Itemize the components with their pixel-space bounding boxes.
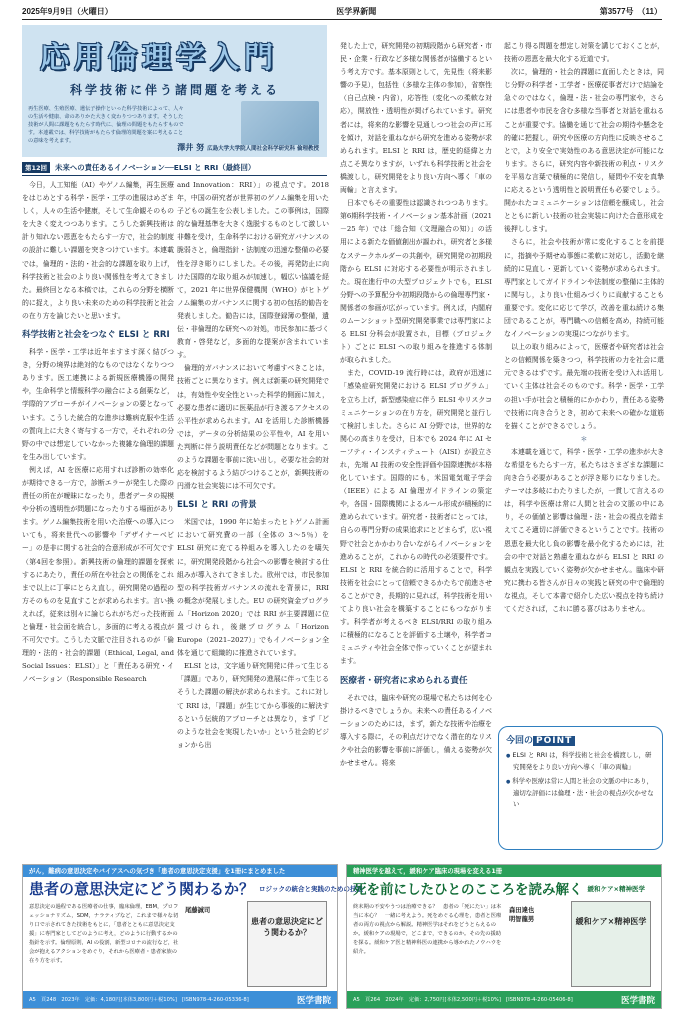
ad-description: 終末期の不安やうつは治療できる？ 患者の「死にたい」は本当に本心？ 一緒に考えよう。死をめぐる心理を，患者と医療者の両方の視点から解説。精神医学はそれをどうとらえるのか。緩和ケアの現場で，どこまで，できるのか。その先の援助を探る。緩和ケア医と精神科医の連携から導かれたノウハウを紹介。	[353, 904, 502, 955]
banner-photo	[241, 101, 319, 145]
paragraph: また，COVID-19 流行時には，政府が迅速に「感染症研究開発における ELSI プログラム」を立ち上げ，新型感染症に伴う ELSI やリスクコミュニケーションの在り方を，研究開発と並行して検討しました。さらに AI 分野では，世界的な関心の高まりを受け，日本でも 2024 年に AI セーフティ・インスティテュート（AISI）が設立され，先端 AI 技術の安全性評価や国際連携が本格化しています。国際的にも，米国電気電子学会（IEEE）による AI 倫理ガイドラインの策定や，各国・国際機関によるルール形成が積極的に進められています。研究者・技術者にとっては，自らの専門分野の成果追求にとどまらず，広い視野で社会とかかわり合いながらイノベーションを進めることが，これからの時代の必須要件です。ELSI と RRI を統合的に活用することで，科学技術を社会にとって信頼できるかたちで前進させることができ，長期的に見れば，科学技術を用いてより良い社会を構築することにもつながります。科学者が考えるべき ELSI/RRI の取り組みに積極的になることを評価する土壌や，科学者コミュニティや社会全体で作っていくことが望まれます。	[340, 369, 492, 666]
ad-title-main: 死を前にしたひとのこころを読み解く	[353, 882, 583, 898]
paragraph: 例えば，AI を医療に応用すれば診断の効率化が期待できる一方で，診断エラーが発生した際の責任の所在が曖昧になったり，患者データの規模や分析の透明性が問題になったりする場面があります。ゲノム編集技術を用いた治療への導入についても，将来世代への影響や「デザイナーベビー」の是非に関する社会的合意形成が不可欠です（第4回を参照）。新興技術の倫理的課題を探索するにあたり，責任の所在や社会との関係をこれまで以上に丁寧にとらえ直し，研究開発の過程の方そのものを見直すことが求められます。言い換えれば，従来は別々に論じられがちだった技術面と倫理・社会面を統合し，多面的に考える視点が不可欠です。こうした文脈で注目されるのが「倫理的・法的・社会的課題（Ethical, Legal, and Social Issues：ELSI）」と「責任ある研究・イノベーション（Responsible Research	[22, 465, 174, 684]
ad-title-sub: ロジックの統合と実践のための技法	[259, 884, 364, 893]
point-heading-prefix: 今回の	[506, 736, 534, 746]
paragraph: 科学・医学・工学は近年ますます深く結びつき，分野の境界は絶対的なものではなくなりつつあります。医工連携による新規医療機器の開発や，生命科学と情報科学の融合による創薬など，学際的アプローチがイノベーションの要となっています。こうした統合的な進歩は難病克服や生活の質向上に大きく寄与する一方で，それぞれの分野の中では想定していなかった複雑な倫理的課題を生み出しています。	[22, 348, 174, 461]
publisher-logo: 医学書院	[296, 995, 331, 1006]
book-ad-right[interactable]	[346, 864, 662, 1009]
ad-title	[347, 877, 661, 899]
book-cover-image[interactable]	[571, 901, 651, 987]
point-item: ● 科学や医療は常に人間と社会の文脈の中にあり，適切な評価には倫理・法・社会の視点が欠かせない	[506, 776, 655, 810]
ad-title-sub: 緩和ケア×精神医学	[587, 884, 645, 893]
paragraph: 発した上で，研究開発の初期段階から研究者・市民・企業・行政など多様な関係者が協働するという考え方です。基本原則として，先見性（将来影響の予見），包括性（多様な主体の参加），省察性（自己点検・内省），応答性（変化への柔軟な対応），開放性・透明性が掲げられています。研究者には，将来的な影響を見通しつつ社会の声に耳を傾け，対話を重ねながら研究を進める姿勢が求められます。ELSI と RRI は，歴史的経緯と力点こそ異なりますが，いずれも科学技術と社会を橋渡しし，研究開発をより良い方向へ導く「車の両輪」と言えます。	[340, 42, 492, 195]
paragraph: 日本でもその重要性は認識されつつあります。第6期科学技術・イノベーション基本計画（2021－25 年）では「総合知（文理融合の知）」の活用による新たな価値創出が謳われ，研究者と多様なステークホルダーの共創や，研究開発の初期段階から ELSI に対応する必要性が明示されました。現在進行中の大型プロジェクトでも，ELSI 分野への予算配分や初期段階からの倫理専門家・関係者の参画が広がっています。例えば，内閣府のムーンショット型研究開発事業では専門家による ELSI 分科会が設置され，目標（プロジェクト）ごとに ELSI への取り組みを推進する体制が取られました。	[340, 199, 493, 365]
ad-tagline: がん，難病の意思決定やバイアスへの気づき「患者の意思決定支援」を1冊にまとめました	[23, 865, 337, 877]
paragraph: ELSI とは，文字通り研究開発に伴って生じる「課題」であり，研究開発の進展に伴って生じるそうした課題の解決が求められます。これに対して RRI は，「課題」が生じてから事後的に解決するという伝統的アプローチとは異なり，まず「どのような社会を実現したいか」という社会的ビジョンから出	[177, 662, 329, 749]
paragraph: 以上の取り組みによって，医療者や研究者は社会との信頼関係を築きつつ，科学技術の力を社会に還元できるはずです。最先端の技術を受け入れ活用していく主体は社会そのものです。科学・医学・工学の担い手が社会と積極的にかかわり，責任ある姿勢で技術に向き合うとき，初めて未来への確かな道筋を描くことができるでしょう。	[504, 343, 664, 430]
paragraph: それでは，臨床や研究の現場で私たちは何を心掛けるべきでしょうか。未来への責任あるイノベーションのためには，まず，新たな技術や治療を導入する際に，その利点だけでなく潜在的なリスクや社会的影響を事前に評価し，備える姿勢が欠かせません。将来	[340, 693, 492, 767]
book-cover-title: 患者の意思決定にどう関わるか？	[251, 916, 323, 937]
paragraph: 米国では，1990 年に始まったヒトゲノム計画において研究費の一部（全体の 3～5％）を ELSI 研究に充てる枠組みを導入したのを嚆矢に，研究開発段階から社会への影響を検討する仕組みが導入されてきました。欧州では，市民参加型の科学技術ガバナンスの流れを背景に，RRI の概念が発展しました。EU の研究資金プログラム「Horizon 2020」では RRI が主要課題に位置づけられ，後継プログラム「Horizon Europe（2021–2027）」でもイノベーション全体を通じて組織的に推進されています。	[177, 518, 329, 658]
page-header	[22, 6, 662, 20]
article-column-3	[340, 40, 492, 858]
paragraph: さらに，社会や技術が常に変化することを前提に，指摘や予期せぬ事態に柔軟に対応し，活動を継続的に見直し・更新していく姿勢が求められます。専門家としてガイドラインや法制度の整備に主体的に関与し，より良い仕組みづくりに貢献することも重要です。変化に応じて学び，改善を重ね続ける集団であることが，専門職への信頼を高め，持続可能なイノベーションの実現につながります。	[504, 238, 664, 339]
banner-title: 応用倫理学入門	[40, 40, 279, 74]
section-heading: 科学技術と社会をつなぐ ELSI と RRI	[22, 330, 170, 341]
ad-price-info: A5 頁248 2023年 定価：4,180円[本体3,800円＋税10%] [ISBN978-4-260-05336-8]	[29, 997, 249, 1003]
ad-title	[23, 877, 364, 899]
ad-footer	[347, 991, 661, 1008]
ad-price-info: A5 頁264 2024年 定価：2,750円[本体2,500円＋税10%] [ISBN978-4-260-05406-8]	[353, 997, 573, 1003]
point-heading-word: POINT	[533, 736, 575, 746]
article-column-4	[504, 40, 664, 720]
ad-author: 森田達也 明智龍男	[509, 907, 535, 923]
issue-number: 第3577号 （11）	[599, 7, 662, 16]
series-number: 第12回	[22, 162, 50, 173]
ad-tagline: 精神医学を越えて，緩和ケア臨床の現場を変える1冊	[347, 865, 661, 877]
article-column-1	[22, 179, 174, 858]
series-banner	[22, 25, 327, 157]
publisher-logo: 医学書院	[620, 995, 655, 1006]
series-title: 未来への責任あるイノベーション──ELSI と RRI（最終回）	[55, 163, 256, 172]
banner-subtitle: 科学技術に伴う諸問題を考える	[70, 83, 281, 97]
point-box-heading	[506, 733, 655, 746]
paragraph: 倫理的ガバナンスにおいて考慮すべきことは，技術ごとに異なります。例えば新薬の研究開発では，有効性や安全性といった科学的側面に加え，必要な患者に適切に医薬品が行き渡るアクセスの公平性が求められます。AI を活用した診断機器では，データの分析結果の公平性や，AI を用いた判断に伴う説明責任などが問題となります。このような課題を事前に洗い出し，必要な社会的対応を検討するよう結びつけることが，新興技術の円滑な社会実装には不可欠です。	[177, 364, 330, 491]
author-name: 澤井 努	[177, 143, 205, 152]
ad-description: 意思決定の過程である医療者の仕事，臨床倫理，EBM，プロフェッショナリズム，SDM，ナラティブなど，これまで様々な切り口で示されてきた技術をもとに，「患者とともに意思決定支援」に専門家としてどのように考え，どのように行動するかの指針を示す。倫理原則，AI の役割，新型コロナの流行など，社会が抱えるアクションをめぐり，それから医療者・患者家族の在り方を示す。	[29, 904, 179, 964]
book-ad-left[interactable]	[22, 864, 364, 1009]
paragraph: 今日，人工知能（AI）やゲノム編集，再生医療をはじめとする科学・医学・工学の進展はめざましく，人々の生活や健康，そして生命観そのものを大きく変えつつあります。こうした新興技術は計り知れない恩恵をもたらす一方で，社会的制度の設計に難しい課題を突きつけています。本連載では，倫理的・法的・社会的な課題を取り上げ，科学技術と社会のより良い関係性を考えてきました。最終回となる本稿では，これらの分野を横断的に捉え，より良い未来のための科学技術と社会の在り方を論じたいと思います。	[22, 181, 175, 320]
paragraph: and Innovation：RRI）」の視点です。2018 年，中国の研究者が世界初のゲノム編集を用いた子どもの誕生を公表しました。この事例は，国際的な倫理基準を大きく逸脱するものとして激しい非難を受け，生命科学における研究ガバナンスの脆弱さと，倫理指針・法制度の迅速な整備の必要性を浮き彫りにしました。その後，再発防止に向けた国際的な取り組みが加速し，幅広い協議を経て，2021 年に世界保健機関（WHO）がヒトゲノム編集のガバナンスに関する初の包括的勧告を発表しました。勧告には，国際登録簿の整備，遺伝・非倫理的な研究への対処，市民参加に基づく教育・啓発など，多面的な提案が含まれています。	[177, 181, 329, 360]
ad-footer	[23, 991, 337, 1008]
book-cover-title: 緩和ケア×精神医学	[575, 916, 647, 926]
section-heading: ELSI と RRI の背景	[177, 500, 257, 511]
issue-date: 2025年9月9日（火曜日）	[22, 7, 113, 16]
ad-body	[23, 899, 337, 991]
paragraph: 次に，倫理的・社会的課題に直面したときは，同じ分野の科学者・工学者・医療従事者だけで結論を急ぐのではなく，倫理・法・社会の専門家や，さらには患者や市民を含む多様な当事者と対話を重ねることが重要です。協働を通じて社会の期待や懸念を的確に把握し，研究や医療の方向性に反映させることで，より安全で実効性のある意思決定が可能になります。さらに，研究内容や新技術の利点・リスクを平易な言葉で積極的に発信し，疑問や不安を真摯に応えるという透明性と説明責任も必要でしょう。開かれたコミュニケーションは信頼を醸成し，社会とともに新しい技術の社会実装に向けた合意形成を後押しします。	[504, 68, 664, 234]
ad-body	[347, 899, 661, 991]
section-break-star: ＊	[580, 434, 588, 443]
article-column-2	[177, 179, 329, 858]
banner-description: 再生医療、生殖医療、遺伝子操作といった科学技術によって、人々の生活や健康、命のありかた大きく変わりつつあります。そうした技術が人間に課題をもたらす時代に、倫理の問題をもたらすものです。本連載では、科学技術がもたらす倫理的問題を案に考えることの意味を考えます。	[28, 106, 184, 145]
ad-title-main: 患者の意思決定にどう関わるか？	[29, 879, 255, 898]
section-heading: 医療者・研究者に求められる責任	[340, 675, 468, 686]
author-affiliation: 広島大学大学院人間社会科学研究科 倫理教授	[207, 146, 319, 152]
paragraph: 本連載を通じて，科学・医学・工学の進歩が大きな希望をもたらす一方，私たちはさまざまな課題に向き合う必要があることが浮き彫りになりました。テーマは多岐にわたりましたが，一貫して言えるのは，科学や医療は常に人間と社会の文脈の中にあり，その価値と影響は倫理・法・社会の視点を踏まえてこそ適切に評価できるということです。技術の恩恵を最大化し負の影響を最小化するためには，社会の中で対話と熟慮を重ねながら ELSI と RRI の観点を実践していく姿勢が欠かせません。臨床や研究に携わる皆さんが日々の実践と研究の中で倫理的な視点，そして本書で紹介した広い視点を持ち続けてくだされば，これに勝る喜びはありません。	[504, 447, 664, 614]
book-cover-image[interactable]	[247, 901, 327, 987]
point-box	[498, 726, 663, 850]
paper-name: 医学界新聞	[336, 7, 377, 16]
ad-author: 尾藤誠司	[185, 907, 211, 914]
banner-author	[177, 142, 319, 153]
point-item: ● ELSI と RRI は，科学技術と社会を橋渡しし，研究開発をより良い方向へ導く「車の両輪」	[506, 750, 655, 773]
series-heading	[22, 160, 327, 176]
paragraph: 起こり得る問題を想定し対策を講じておくことが，技術の恩恵を最大化する近道です。	[504, 42, 664, 64]
